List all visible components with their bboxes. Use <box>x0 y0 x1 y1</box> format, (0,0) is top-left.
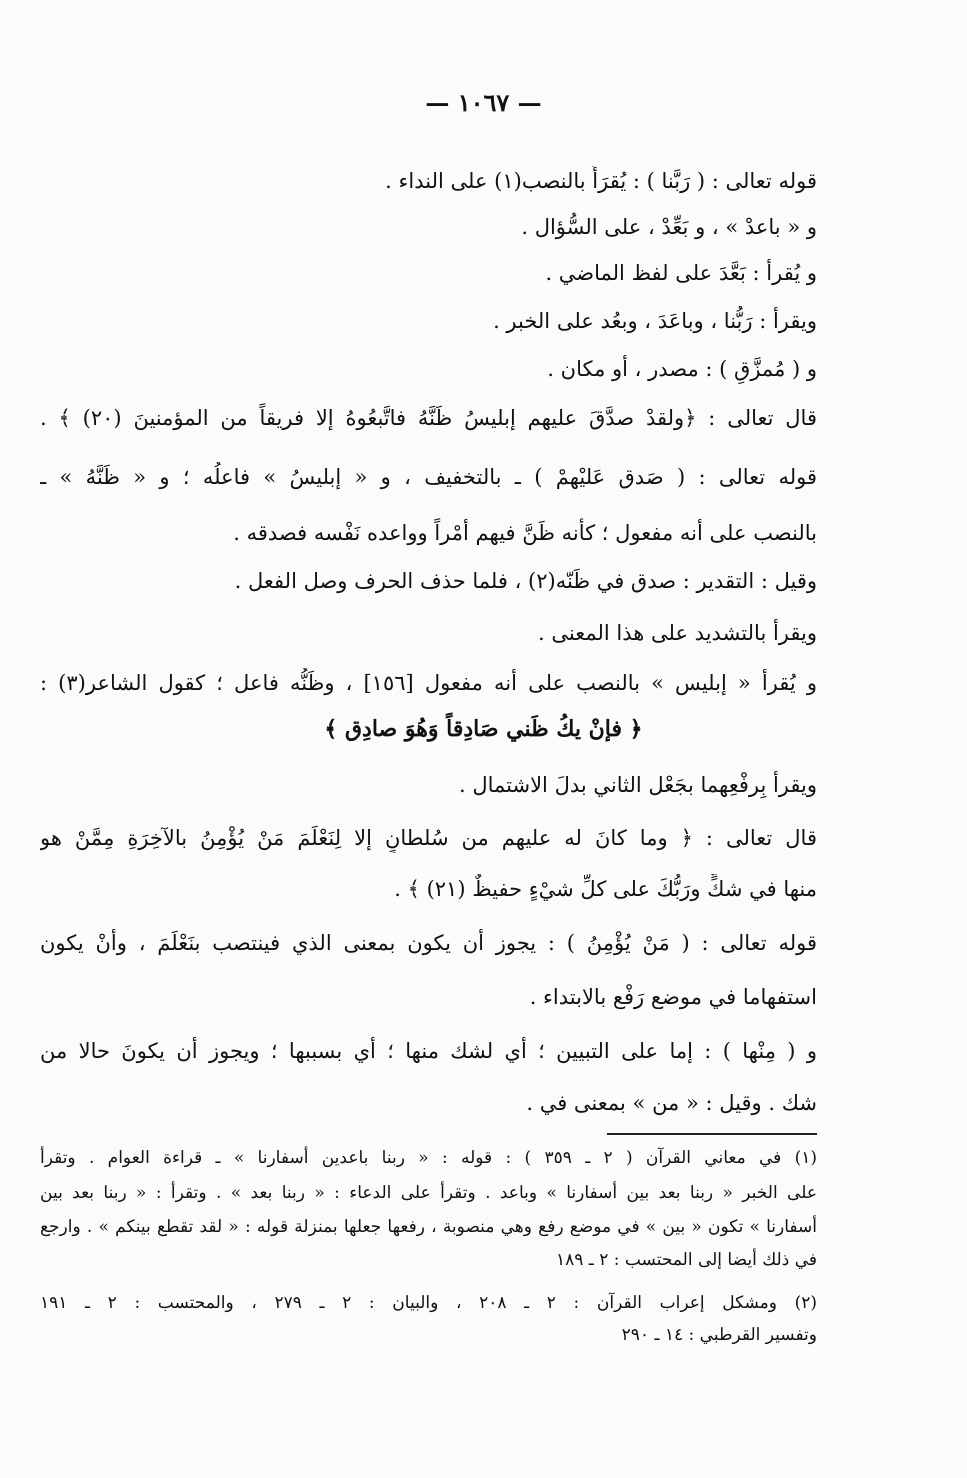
text-line: قوله تعالى : ( صَدق عَليْهمْ ) ـ بالتخفيف ، و « إبليسُ » فاعلُه ؛ و « ظَنَّهُ » ـ <box>40 465 817 489</box>
footnote-line: في ذلك أيضا إلى المحتسب : ٢ ـ ١٨٩ <box>555 1250 817 1270</box>
footnote-line: (١) في معاني القرآن ( ٢ ـ ٣٥٩ ) : قوله : « ربنا باعدين أسفارنا » ـ قراءة العوام . وتقرأ <box>40 1148 817 1168</box>
footnote-line: أسفارنا » تكون « بين » في موضع رفع وهي منصوبة ، رفعها جعلها بمنزلة قوله : « لقد تقطع بينكم » . وارجع <box>40 1217 817 1237</box>
footnote-divider <box>607 1133 817 1135</box>
quran-verse-line: منها في شكٍّ ورَبُّكَ على كلِّ شيْءٍ حفيظٌ (٢١) ﴾ . <box>394 877 817 901</box>
text-line: و ( مُمزَّقٍ ) : مصدر ، أو مكان . <box>547 357 817 381</box>
quran-verse-line: قال تعالى : ﴿ولقدْ صدَّقَ عليهم إبليسُ ظَنَّهُ فاتَّبعُوهُ إلا فريقاً من المؤمنينَ (٢٠) ﴾ . <box>40 406 817 430</box>
text-line: شك . وقيل : « من » بمعنى في . <box>526 1091 817 1115</box>
text-line: وقيل : التقدير : صدق في ظَنّه(٢) ، فلما حذف الحرف وصل الفعل . <box>234 569 817 593</box>
text-line: و يُقرأ « إبليس » بالنصب على أنه مفعول [١٥٦] ، وظَنُّه فاعل ؛ كقول الشاعر(٣) : <box>40 671 817 695</box>
text-line: قوله تعالى : ( رَبَّنا ) : يُقرَأُ بالنصب(١) على النداء . <box>385 169 817 193</box>
text-line: بالنصب على أنه مفعول ؛ كأنه ظَنَّ فيهم أمْراً وواعده نَفْسه فصدقه . <box>233 521 817 545</box>
text-line: و ( مِنْها ) : إما على التبيين ؛ أي لشك منها ؛ أي بسببها ؛ ويجوز أن يكونَ حالا من <box>40 1039 817 1063</box>
text-line: و « باعدْ » ، و بَعِّدْ ، على السُّؤال . <box>521 215 817 239</box>
page-number: — ١٠٦٧ — <box>425 88 542 117</box>
footnote-line: وتفسير القرطبي : ١٤ ـ ٢٩٠ <box>621 1325 817 1345</box>
text-line: ويقرأ بالتشديد على هذا المعنى . <box>538 621 817 645</box>
poetry-verse: ﴿ فإنْ يكُ ظَني صَادِقاً وَهُوَ صادِق ﴾ <box>324 716 643 742</box>
footnote-line: (٢) ومشكل إعراب القرآن : ٢ ـ ٢٠٨ ، والبيان : ٢ ـ ٢٧٩ ، والمحتسب : ٢ ـ ١٩١ <box>40 1293 817 1313</box>
footnote-line: على الخبر « ربنا بعد بين أسفارنا » وباعد . وتقرأ على الدعاء : « ربنا بعد » . وتقرأ : « ربنا بعد بين <box>40 1183 817 1203</box>
text-line: ويقرأ : رَبُّنا ، وباعَدَ ، وبعُد على الخبر . <box>493 309 817 333</box>
quran-verse-line: قال تعالى : ﴿ وما كانَ له عليهم من سُلطانٍ إلا لِنَعْلَمَ مَنْ يُؤْمِنُ بالآخِرَةِ مِمَّنْ هو <box>40 826 817 850</box>
text-line: استفهاما في موضع رَفْع بالابتداء . <box>529 985 817 1009</box>
text-line: و يُقرأ : بَعَّدَ على لفظ الماضي . <box>545 261 817 285</box>
text-line: ويقرأ بِرفْعِهما بجَعْل الثاني بدلَ الاشتمال . <box>459 773 817 797</box>
text-line: قوله تعالى : ( مَنْ يُؤْمِنُ ) : يجوز أن يكون بمعنى الذي فينتصب بنَعْلَمَ ، وأنْ يكون <box>40 931 817 955</box>
